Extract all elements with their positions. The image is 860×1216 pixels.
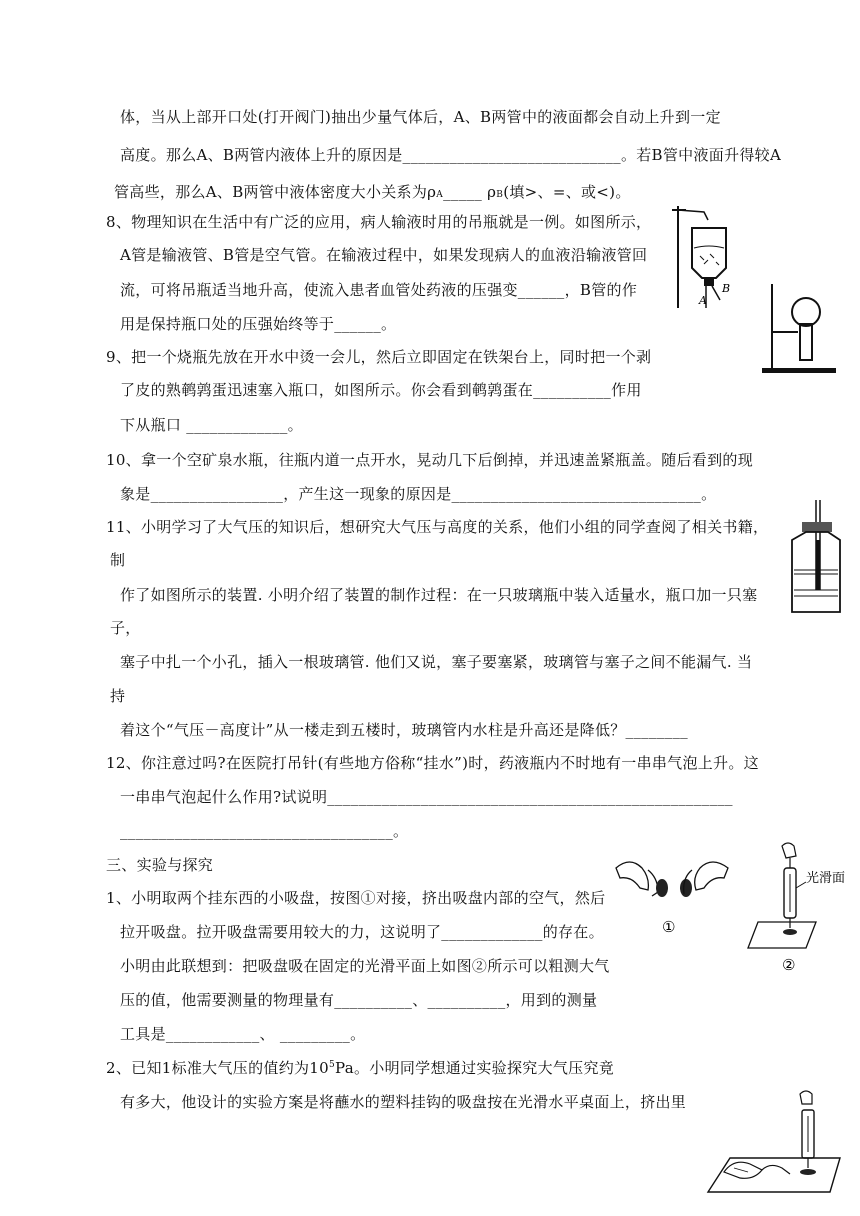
iv-drip-figure (664, 198, 750, 310)
experiment-1-line: 拉开吸盘。拉开吸盘需要用较大的力，这说明了_____________的存在。 (120, 923, 604, 941)
text-span: 管高些，那么A、B两管中液体密度大小关系为ρ (114, 183, 437, 201)
smooth-surface-figure (742, 840, 860, 980)
question-11-line: 11、小明学习了大气压的知识后，想研究大气压与高度的关系，他们小组的同学查阅了相关书籍， (106, 518, 769, 536)
question-8-line: 8、物理知识在生活中有广泛的应用，病人输液时用的吊瓶就是一例。如图所示， (106, 213, 652, 231)
question-11-line: 制 (110, 551, 126, 569)
text-span: (填>、=、或<)。 (503, 183, 631, 201)
pressure-altitude-bottle-figure (782, 500, 848, 620)
question-12-line: ___________________________________。 (120, 822, 409, 840)
label-b: B (722, 282, 731, 295)
table-sucker-figure (704, 1088, 844, 1200)
experiment-1-line: 压的值，他需要测量的物理量有__________、__________，用到的测量 (120, 991, 598, 1009)
question-12-line: 12、你注意过吗?在医院打吊针(有些地方俗称“挂水”)时，药液瓶内不时地有一串串气泡上升。这 (106, 754, 759, 772)
question-10-line: 10、拿一个空矿泉水瓶，往瓶内道一点开水，晃动几下后倒掉，并迅速盖紧瓶盖。随后看到的现 (106, 451, 753, 469)
text-span: 2、已知1标准大气压的值约为10 (106, 1059, 329, 1077)
flask-stand-figure (758, 280, 840, 376)
section-heading: 三、实验与探究 (106, 856, 214, 874)
question-11-line: 着这个“气压－高度计”从一楼走到五楼时，玻璃管内水柱是升高还是降低？________ (120, 721, 688, 739)
text-line: 高度。那么A、B两管内液体上升的原因是____________________________。若B管中液面升得较A (120, 146, 782, 164)
label-a: A (699, 294, 707, 307)
question-11-line: 作了如图所示的装置. 小明介绍了装置的制作过程：在一只玻璃瓶中装入适量水，瓶口加一只塞 (120, 586, 758, 604)
superscript: 5 (328, 1060, 336, 1070)
question-11-line: 塞子中扎一个小孔，插入一根玻璃管. 他们又说，塞子要塞紧，玻璃管与塞子之间不能漏气. 当 (120, 653, 753, 671)
experiment-1-line: 小明由此联想到：把吸盘吸在固定的光滑平面上如图②所示可以粗测大气 (120, 957, 610, 975)
experiment-1-line: 1、小明取两个挂东西的小吸盘，按图①对接，挤出吸盘内部的空气，然后 (106, 889, 606, 907)
suction-cups-figure (612, 854, 732, 938)
experiment-2-line (106, 1058, 614, 1078)
question-9-line: 了皮的熟鹌鹑蛋迅速塞入瓶口，如图所示。你会看到鹌鹑蛋在__________作用 (120, 381, 642, 399)
question-8-line: A管是输液管、B管是空气管。在输液过程中，如果发现病人的血液沿输液管回 (120, 246, 648, 264)
experiment-1-line: 工具是____________、 _________。 (120, 1025, 366, 1043)
text-span: _____ ρ (443, 183, 497, 201)
figure-1-label: ① (662, 918, 676, 936)
figure-2-label: ② (782, 956, 796, 974)
experiment-2-line: 有多大，他设计的实验方案是将蘸水的塑料挂钩的吸盘按在光滑水平桌面上，挤出里 (120, 1093, 687, 1111)
question-12-line: 一串串气泡起什么作用?试说明____________________________________________________ (120, 788, 733, 806)
question-9-line: 下从瓶口 _____________。 (120, 416, 303, 434)
question-8-line: 流，可将吊瓶适当地升高，使流入患者血管处药液的压强变______，B管的作 (120, 281, 638, 299)
question-11-line: 持 (110, 687, 126, 705)
subscript-b: B (496, 190, 504, 200)
question-9-line: 9、把一个烧瓶先放在开水中烫一会儿，然后立即固定在铁架台上，同时把一个剥 (106, 348, 652, 366)
question-11-line: 子， (110, 619, 141, 637)
smooth-surface-label: 光滑面 (806, 871, 846, 886)
text-line (114, 182, 631, 205)
question-10-line: 象是_________________，产生这一现象的原因是________________________________。 (120, 485, 717, 503)
subscript-a: A (436, 190, 444, 200)
question-8-line: 用是保持瓶口处的压强始终等于______。 (120, 315, 397, 333)
text-line: 体，当从上部开口处(打开阀门)抽出少量气体后，A、B两管中的液面都会自动上升到一定 (120, 108, 721, 126)
text-span: Pa。小明同学想通过实验探究大气压究竟 (335, 1059, 615, 1077)
